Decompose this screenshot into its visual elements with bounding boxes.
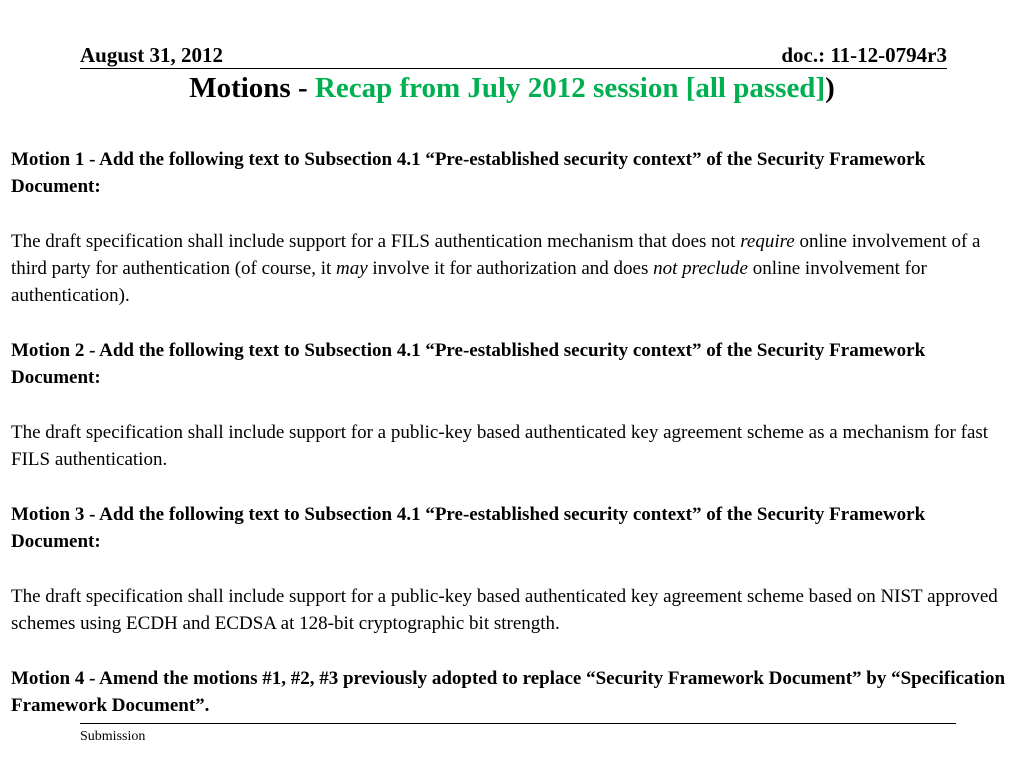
- motion-1-text-part: The draft specification shall include support for a FILS authentication mechanism that does not: [11, 230, 741, 252]
- motion-1-heading: Motion 1 - Add the following text to Subsection 4.1 “Pre-established security context” of the Security Framework Document:: [11, 149, 926, 198]
- slide-header: [80, 42, 947, 68]
- motion-1-text-part: online involvement of a third party for authentication (of course, it: [11, 230, 981, 280]
- footer-submission: Submission: [80, 729, 146, 744]
- motion-2-text: The draft specification shall include support for a public-key based authenticated key agreement scheme as a mechanism for fast FILS authentication.: [11, 421, 989, 471]
- header-divider: [80, 68, 947, 69]
- motion-3-text: The draft specification shall include support for a public-key based authenticated key agreement scheme based on NIST approved schemes using ECDH and ECDSA at 128-bit cryptographic bit strength.: [11, 585, 998, 635]
- title-prefix: Motions -: [189, 72, 315, 104]
- header-date: August 31, 2012: [80, 43, 223, 67]
- motion-1-text-part: online involvement for authentication).: [11, 258, 927, 307]
- motion-1-emphasis: not preclude: [653, 258, 748, 280]
- footer-divider: [80, 723, 956, 724]
- motion-1-emphasis: require: [740, 230, 795, 252]
- slide-title: [0, 70, 1024, 106]
- title-highlight: Recap from July 2012 session [all passed]: [314, 72, 826, 104]
- motion-4-heading: Motion 4 - Amend the motions #1, #2, #3 previously adopted to replace “Security Framework Document” by “Specification Framework Document”.: [11, 667, 1006, 716]
- motion-3-heading: Motion 3 - Add the following text to Subsection 4.1 “Pre-established security context” of the Security Framework Document:: [11, 503, 926, 553]
- motion-1-text-part: involve it for authorization and does: [367, 258, 654, 280]
- motion-1-text: [11, 228, 1019, 310]
- slide-body: [11, 146, 1019, 719]
- header-doc-number: doc.: 11-12-0794r3: [781, 43, 947, 67]
- motion-1-emphasis: may: [336, 258, 368, 280]
- motion-2-heading: Motion 2 - Add the following text to Subsection 4.1 “Pre-established security context” of the Security Framework Document:: [11, 340, 926, 389]
- title-suffix: ): [825, 72, 835, 104]
